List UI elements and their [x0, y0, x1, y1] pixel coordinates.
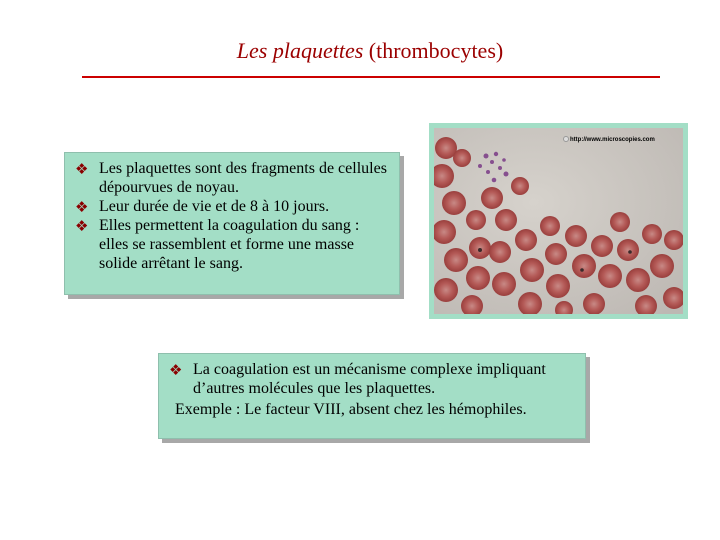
list-item-text: Les plaquettes sont des fragments de cellules dépourvues de noyau. [99, 160, 387, 196]
microscope-photo-frame [429, 123, 688, 319]
title-underline [82, 76, 660, 78]
diamond-bullet-icon: ❖ [75, 198, 89, 216]
diamond-bullet-icon: ❖ [75, 160, 89, 178]
blood-smear-image [434, 128, 683, 314]
slide-title-italic: Les plaquettes [236, 38, 364, 63]
photo-credit: http://www.microscopies.com [570, 137, 655, 143]
slide-title-rest: (thrombocytes) [363, 38, 504, 63]
example-text: Exemple : Le facteur VIII, absent chez les hémophiles. [175, 401, 527, 418]
bullet-list [169, 360, 575, 398]
diamond-bullet-icon: ❖ [169, 361, 183, 379]
list-item [169, 360, 575, 398]
diamond-bullet-icon: ❖ [75, 217, 89, 235]
list-item-text: Elles permettent la coagulation du sang : elles se rassemblent et forme une masse solide arrêtant le sang. [99, 217, 360, 272]
list-item [75, 197, 391, 216]
list-item-text: Leur durée de vie et de 8 à 10 jours. [99, 198, 330, 215]
list-item [75, 159, 391, 197]
list-item-text: La coagulation est un mécanisme complexe impliquant d’autres molécules que les plaquettes. [193, 361, 546, 397]
slide-title [0, 38, 720, 64]
credit-marker-icon [563, 136, 569, 142]
info-box-coagulation [158, 353, 586, 439]
list-item [75, 216, 391, 273]
bullet-list [75, 159, 391, 273]
info-box-platelets [64, 152, 400, 295]
